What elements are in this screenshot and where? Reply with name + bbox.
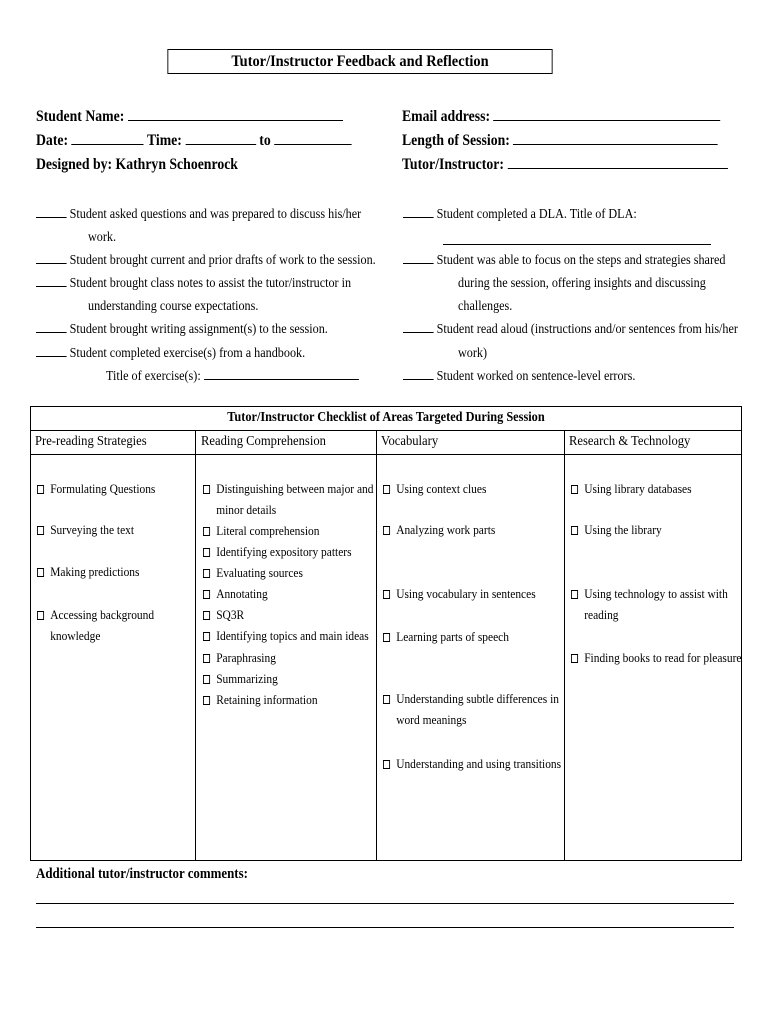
time-label: Time: (146, 132, 182, 149)
checklist-item[interactable]: Identifying topics and main ideas (203, 625, 369, 646)
comments-label: Additional tutor/instructor comments: (36, 866, 248, 882)
exercise-title-label: Title of exercise(s): (106, 368, 201, 383)
session-length-line[interactable] (513, 144, 718, 145)
checkbox-icon[interactable] (203, 696, 210, 705)
email-field (402, 108, 721, 126)
date-label: Date: (36, 132, 69, 149)
time-end-line[interactable] (274, 144, 351, 145)
checkbox-icon[interactable] (571, 485, 578, 494)
item-read-aloud (403, 321, 738, 337)
checklist-item[interactable]: Retaining information (203, 689, 318, 710)
session-length-field (402, 132, 718, 150)
checklist-item[interactable]: Evaluating sources (203, 562, 303, 583)
checklist-item[interactable]: Using the library (571, 519, 662, 540)
checklist-item[interactable]: Paraphrasing (203, 647, 276, 668)
comment-line[interactable] (36, 927, 734, 928)
checkbox-icon[interactable] (203, 632, 210, 641)
item-sentence-errors (403, 368, 635, 384)
form-title: Tutor/Instructor Feedback and Reflection (167, 49, 552, 74)
divider (31, 430, 741, 431)
checkbox-icon[interactable] (203, 654, 210, 663)
checkbox-icon[interactable] (383, 760, 390, 769)
divider (195, 430, 196, 861)
divider (31, 454, 741, 455)
column-header-vocabulary: Vocabulary (381, 434, 439, 449)
checklist-item[interactable]: Analyzing work parts (383, 519, 495, 540)
exercise-title-line[interactable] (204, 379, 359, 380)
checklist-table (30, 406, 742, 861)
item-asked-questions (36, 206, 361, 222)
checkbox-icon[interactable] (571, 526, 578, 535)
email-line[interactable] (493, 120, 720, 121)
column-header-research: Research & Technology (569, 434, 691, 449)
comment-line[interactable] (36, 903, 734, 904)
checklist-item[interactable]: Summarizing (203, 668, 278, 689)
item-focus-steps (403, 252, 725, 268)
checkbox-icon[interactable] (571, 654, 578, 663)
item-continuation: challenges. (458, 298, 513, 313)
student-name-field (36, 108, 343, 126)
item-text: Student worked on sentence-level errors. (436, 368, 636, 383)
item-text: Student completed a DLA. Title of DLA: (436, 206, 637, 221)
checkbox-icon[interactable] (37, 526, 44, 535)
checkbox-icon[interactable] (37, 568, 44, 577)
checklist-item[interactable]: Using technology to assist with reading (571, 583, 728, 625)
time-start-line[interactable] (185, 144, 256, 145)
item-check-line[interactable] (403, 217, 434, 218)
checklist-title: Tutor/Instructor Checklist of Areas Targeted During Session (227, 410, 545, 425)
checklist-item[interactable]: Understanding and using transitions (383, 753, 561, 774)
checkbox-icon[interactable] (203, 611, 210, 620)
checklist-item[interactable]: Learning parts of speech (383, 626, 509, 647)
checklist-item[interactable]: Understanding subtle differences in word meanings (383, 688, 559, 730)
to-label: to (259, 132, 271, 149)
checklist-item[interactable]: Annotating (203, 583, 268, 604)
item-continuation: work. (88, 229, 117, 244)
item-text: Student asked questions and was prepared to discuss his/her (69, 206, 362, 221)
checklist-item[interactable]: Identifying expository patters (203, 541, 352, 562)
checkbox-icon[interactable] (383, 485, 390, 494)
tutor-field (402, 156, 728, 174)
checklist-item[interactable]: Formulating Questions (37, 478, 155, 499)
item-text: Student was able to focus on the steps and strategies shared (436, 252, 726, 267)
checklist-item[interactable]: Finding books to read for pleasure (571, 647, 741, 668)
email-label: Email address: (402, 108, 491, 125)
item-text: Student completed exercise(s) from a handbook. (69, 345, 306, 360)
checkbox-icon[interactable] (37, 485, 44, 494)
divider (376, 430, 377, 861)
session-length-label: Length of Session: (402, 132, 510, 149)
checkbox-icon[interactable] (203, 485, 210, 494)
checkbox-icon[interactable] (383, 526, 390, 535)
item-handbook-exercise (36, 345, 305, 361)
dla-title-line[interactable] (443, 244, 711, 245)
item-continuation: work) (458, 345, 488, 360)
checkbox-icon[interactable] (203, 590, 210, 599)
item-class-notes (36, 275, 351, 291)
checklist-item[interactable]: Making predictions (37, 561, 139, 582)
item-brought-drafts (36, 252, 376, 268)
checklist-item[interactable]: Using vocabulary in sentences (383, 583, 536, 604)
divider (564, 430, 565, 861)
student-name-label: Student Name: (36, 108, 125, 125)
item-completed-dla (403, 206, 637, 222)
checklist-item[interactable]: Distinguishing between major and minor details (203, 478, 373, 520)
checkbox-icon[interactable] (383, 695, 390, 704)
exercise-title-field (106, 368, 359, 384)
date-line[interactable] (72, 144, 144, 145)
checklist-item[interactable]: Literal comprehension (203, 520, 319, 541)
checkbox-icon[interactable] (203, 569, 210, 578)
checkbox-icon[interactable] (203, 527, 210, 536)
item-check-line[interactable] (36, 217, 67, 218)
student-name-line[interactable] (128, 120, 343, 121)
item-text: Student brought class notes to assist the tutor/instructor in (69, 275, 352, 290)
item-check-line[interactable] (36, 286, 67, 287)
item-continuation: during the session, offering insights and discussing (458, 275, 706, 290)
tutor-label: Tutor/Instructor: (402, 156, 504, 173)
checkbox-icon[interactable] (203, 548, 210, 557)
item-writing-assignment (36, 321, 328, 337)
checkbox-icon[interactable] (37, 611, 44, 620)
checkbox-icon[interactable] (571, 590, 578, 599)
item-check-line[interactable] (36, 263, 67, 264)
item-check-line[interactable] (403, 332, 434, 333)
item-check-line[interactable] (36, 332, 67, 333)
column-header-pre-reading: Pre-reading Strategies (35, 434, 147, 449)
item-check-line[interactable] (403, 379, 434, 380)
checklist-item[interactable]: Accessing background knowledge (37, 604, 154, 646)
date-time-field (36, 132, 352, 150)
checkbox-icon[interactable] (203, 675, 210, 684)
column-header-reading: Reading Comprehension (201, 434, 326, 449)
item-continuation: understanding course expectations. (88, 298, 259, 313)
checkbox-icon[interactable] (383, 633, 390, 642)
item-check-line[interactable] (36, 356, 67, 357)
checklist-item[interactable]: Surveying the text (37, 519, 134, 540)
checkbox-icon[interactable] (383, 590, 390, 599)
item-text: Student brought writing assignment(s) to the session. (69, 321, 328, 336)
tutor-line[interactable] (507, 168, 727, 169)
checklist-item[interactable]: Using context clues (383, 478, 486, 499)
checklist-item[interactable]: Using library databases (571, 478, 692, 499)
item-check-line[interactable] (403, 263, 434, 264)
checklist-item[interactable]: SQ3R (203, 604, 244, 625)
item-text: Student brought current and prior drafts of work to the session. (69, 252, 376, 267)
designed-by: Designed by: Kathryn Schoenrock (36, 156, 238, 173)
item-text: Student read aloud (instructions and/or sentences from his/her (436, 321, 738, 336)
